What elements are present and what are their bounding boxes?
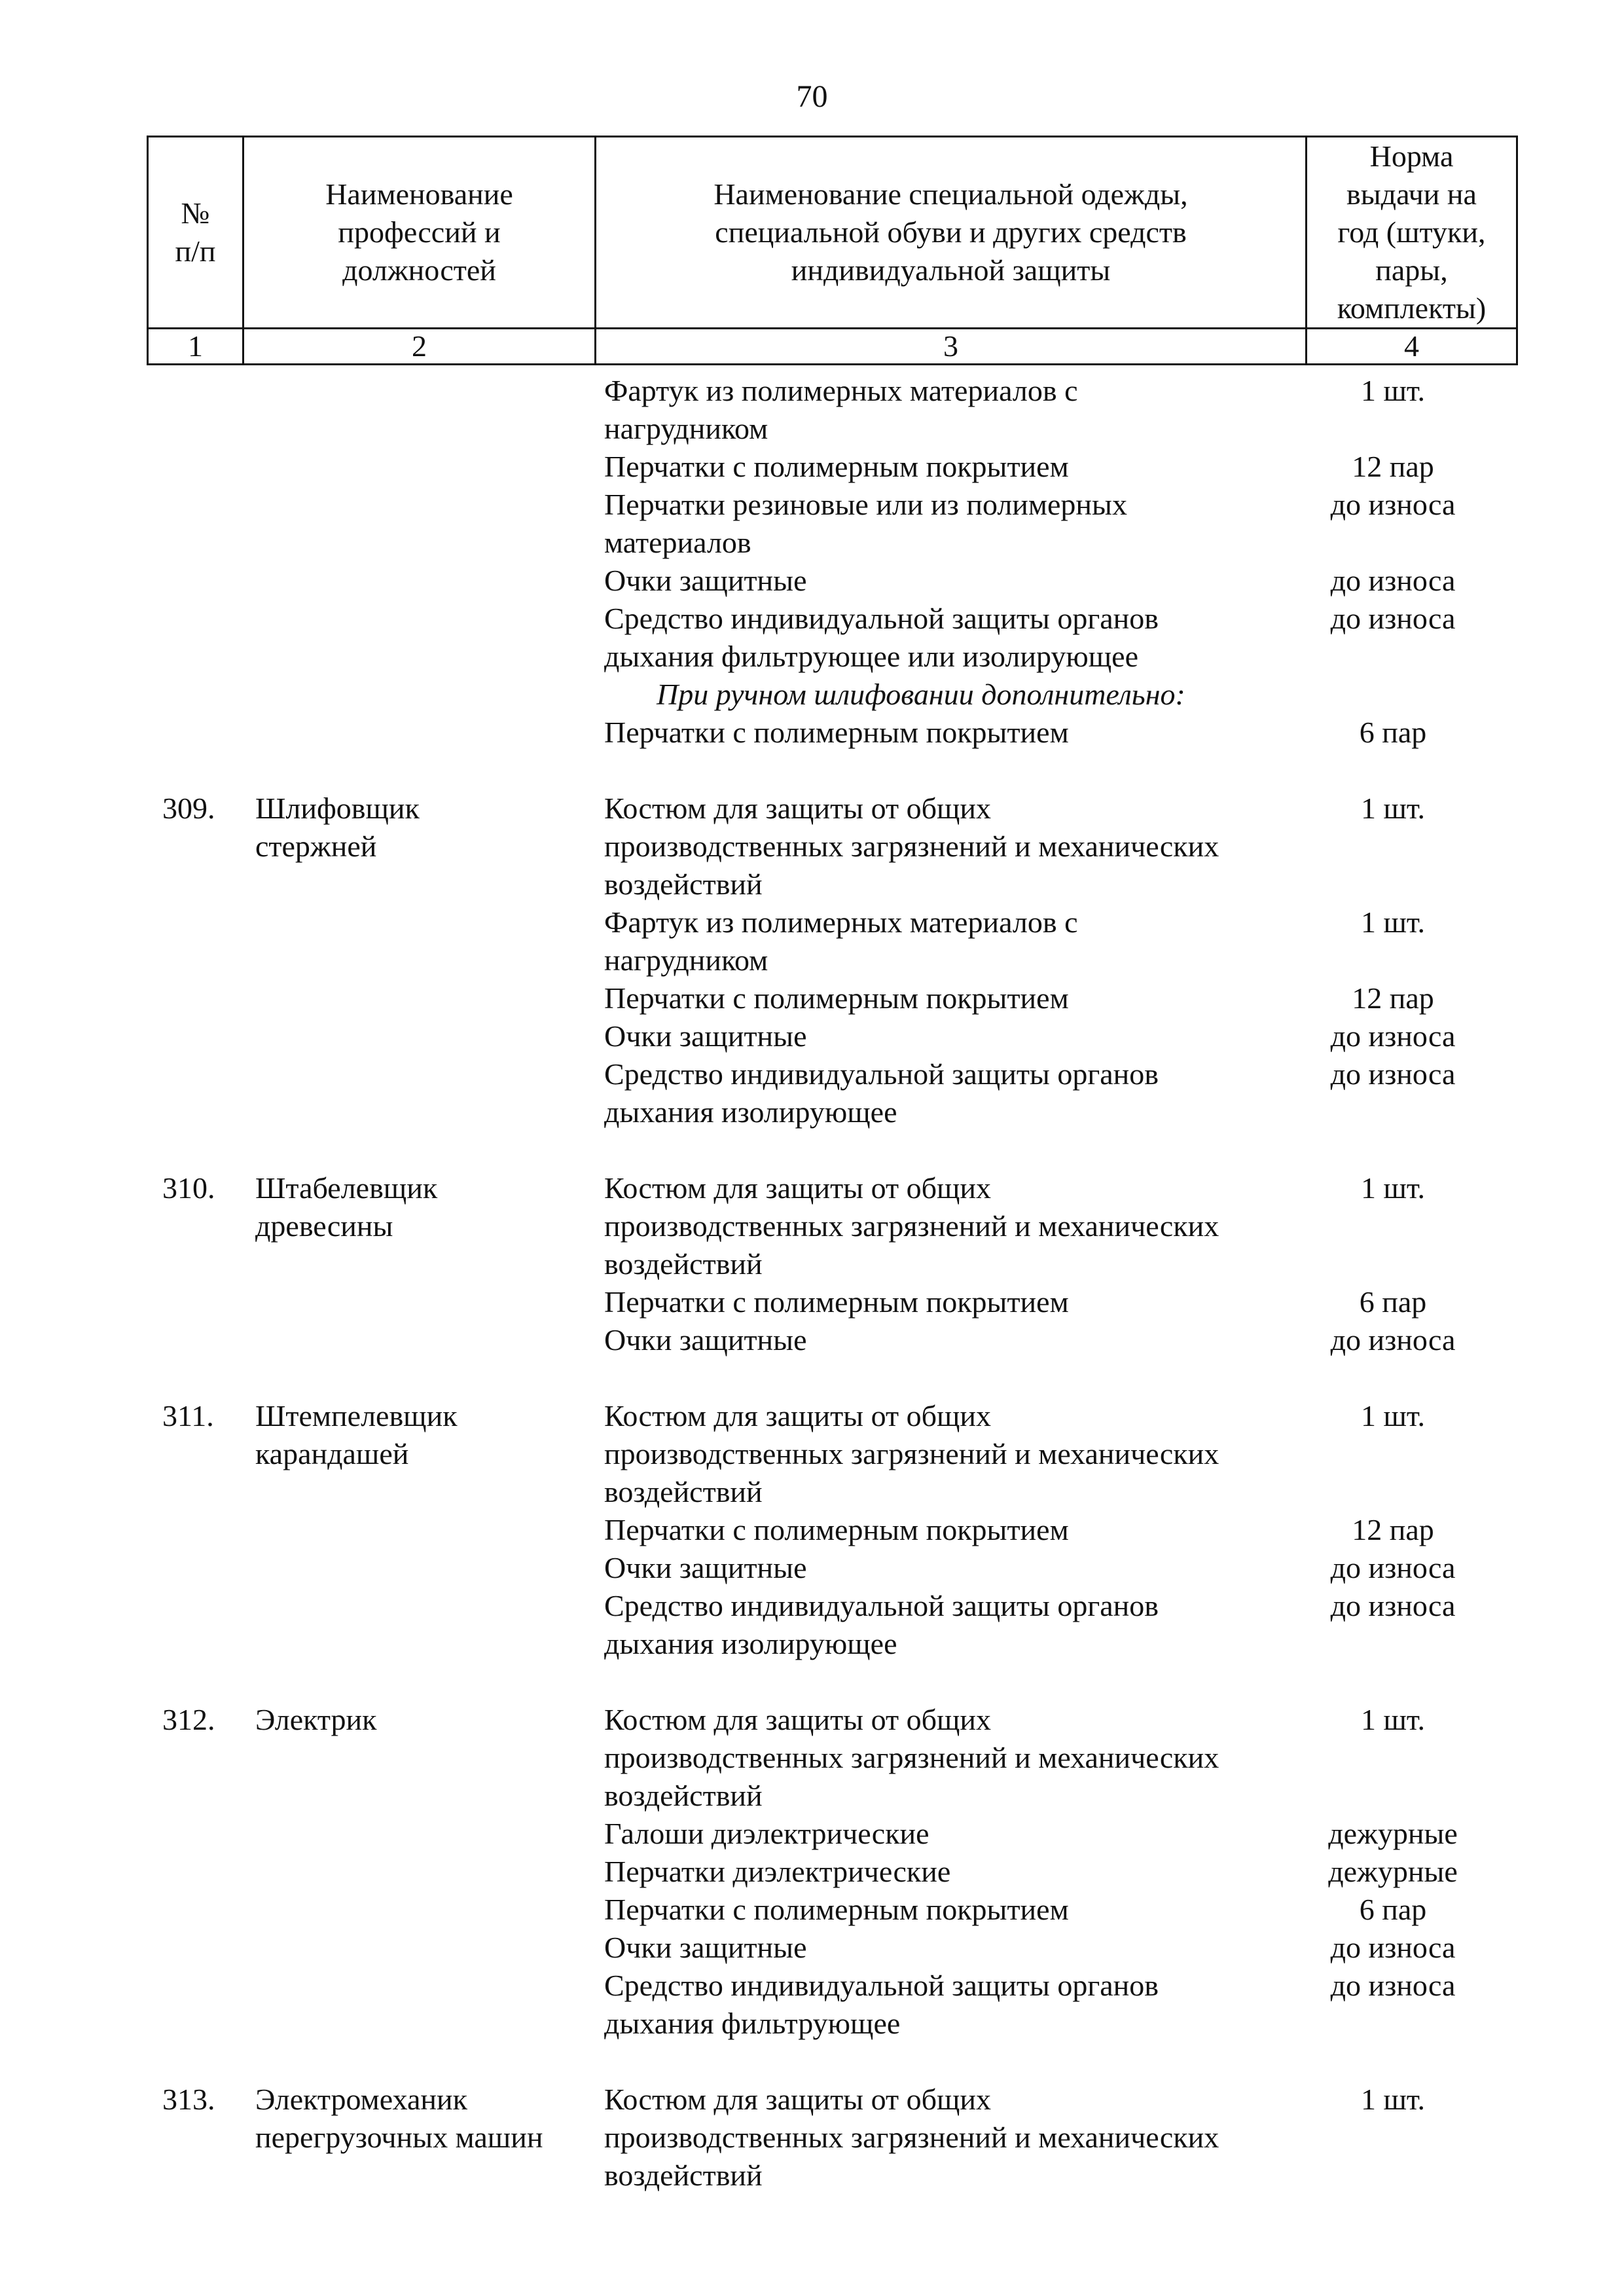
list-item: [0, 372, 1624, 448]
item-norm: 1 шт.: [1360, 2083, 1426, 2116]
header-number-col: [148, 137, 244, 329]
profession-name: Электромеханик перегрузочных машин: [255, 2083, 543, 2154]
list-item: [0, 1929, 1624, 1967]
item-norm: до износа: [1330, 564, 1456, 597]
item-name: Очки защитные: [604, 1323, 807, 1357]
header-norm-col: [1307, 137, 1517, 329]
item-name: Средство индивидуальной защиты органов дыхания изолирующее: [604, 1057, 1159, 1129]
table-row: [0, 1397, 1624, 1663]
item-norm: до износа: [1330, 488, 1456, 521]
table-row: [0, 1701, 1624, 2043]
list-item: [0, 448, 1624, 486]
column-number-3: 3: [596, 329, 1307, 365]
item-norm: 1 шт.: [1360, 792, 1426, 825]
table-row: [0, 372, 1624, 752]
list-item: [0, 903, 1624, 979]
header-norm-label: Норма выдачи на год (штуки, пары, комплекты): [1337, 139, 1487, 325]
list-item: [0, 1587, 1624, 1663]
item-name: Костюм для защиты от общих производственных загрязнений и механических воздействий: [604, 1399, 1219, 1508]
item-norm: 6 пар: [1359, 1893, 1427, 1926]
table-header: [147, 136, 1518, 365]
item-norm: до износа: [1330, 1589, 1456, 1622]
item-name: Перчатки диэлектрические: [604, 1855, 951, 1888]
item-name: Средство индивидуальной защиты органов дыхания фильтрующее или изолирующее: [604, 602, 1159, 673]
item-name: Средство индивидуальной защиты органов дыхания изолирующее: [604, 1589, 1159, 1660]
row-number: 311.: [162, 1399, 214, 1432]
item-name: Перчатки с полимерным покрытием: [604, 716, 1069, 749]
table-row: [0, 790, 1624, 1131]
item-norm: 1 шт.: [1360, 374, 1426, 407]
item-name: Очки защитные: [604, 1931, 807, 1964]
table-row: [0, 2081, 1624, 2195]
column-number-2: 2: [244, 329, 596, 365]
additional-note: При ручном шлифовании дополнительно:: [657, 678, 1185, 711]
item-norm: 12 пар: [1352, 1513, 1434, 1546]
row-number: 310.: [162, 1171, 215, 1205]
row-number: 313.: [162, 2083, 215, 2116]
item-norm: 6 пар: [1359, 1285, 1427, 1319]
list-item: [0, 1853, 1624, 1891]
item-norm: 12 пар: [1352, 981, 1434, 1015]
item-name: Галоши диэлектрические: [604, 1817, 929, 1850]
item-name: Костюм для защиты от общих производственных загрязнений и механических воздействий: [604, 1171, 1219, 1281]
item-norm: до износа: [1330, 1969, 1456, 2002]
column-number-4: 4: [1307, 329, 1517, 365]
item-name: Очки защитные: [604, 1019, 807, 1053]
item-norm: до износа: [1330, 1057, 1456, 1091]
item-name: Очки защитные: [604, 564, 807, 597]
list-item: [0, 1967, 1624, 2043]
item-norm: до износа: [1330, 1551, 1456, 1584]
list-item: [0, 600, 1624, 676]
item-name: Костюм для защиты от общих производственных загрязнений и механических воздействий: [604, 792, 1219, 901]
header-profession-col: [244, 137, 596, 329]
item-name: Перчатки с полимерным покрытием: [604, 450, 1069, 483]
list-item: [0, 979, 1624, 1017]
list-item: [0, 1017, 1624, 1055]
item-norm: 1 шт.: [1360, 1171, 1426, 1205]
item-name: Очки защитные: [604, 1551, 807, 1584]
header-equipment-col: [596, 137, 1307, 329]
row-number: 309.: [162, 792, 215, 825]
item-norm: до износа: [1330, 1019, 1456, 1053]
item-name: Перчатки резиновые или из полимерных материалов: [604, 488, 1127, 559]
item-name: Костюм для защиты от общих производственных загрязнений и механических воздействий: [604, 1703, 1219, 1812]
list-item: [0, 1549, 1624, 1587]
profession-name: Шлифовщик стержней: [255, 792, 420, 863]
item-norm: 12 пар: [1352, 450, 1434, 483]
item-name: Костюм для защиты от общих производственных загрязнений и механических воздействий: [604, 2083, 1219, 2192]
item-name: Фартук из полимерных материалов с нагрудником: [604, 905, 1078, 977]
list-item: [0, 2081, 1624, 2195]
list-item: [0, 1283, 1624, 1321]
item-name: Перчатки с полимерным покрытием: [604, 1893, 1069, 1926]
list-item: [0, 714, 1624, 752]
item-norm: до износа: [1330, 602, 1456, 635]
list-item: [0, 1815, 1624, 1853]
item-norm: до износа: [1330, 1931, 1456, 1964]
row-number: 312.: [162, 1703, 215, 1736]
list-item: [0, 1511, 1624, 1549]
table-body: [0, 372, 1624, 2195]
page-number: 70: [796, 79, 828, 114]
header-profession-label: Наименование профессий и должностей: [325, 177, 513, 287]
item-norm: 6 пар: [1359, 716, 1427, 749]
item-norm: дежурные: [1328, 1817, 1458, 1850]
list-item: [0, 1321, 1624, 1359]
item-name: Перчатки с полимерным покрытием: [604, 1513, 1069, 1546]
list-item: [0, 1397, 1624, 1511]
item-norm: 1 шт.: [1360, 1399, 1426, 1432]
item-name: Фартук из полимерных материалов с нагрудником: [604, 374, 1078, 445]
item-norm: дежурные: [1328, 1855, 1458, 1888]
item-norm: 1 шт.: [1360, 905, 1426, 939]
list-item: [0, 790, 1624, 903]
profession-name: Штабелевщик древесины: [255, 1171, 438, 1243]
list-item: [0, 486, 1624, 562]
profession-name: Штемпелевщик карандашей: [255, 1399, 458, 1470]
header-equipment-label: Наименование специальной одежды, специальной обуви и других средств индивидуальной защиты: [713, 177, 1188, 287]
item-norm: 1 шт.: [1360, 1703, 1426, 1736]
list-item: [0, 562, 1624, 600]
column-number-1: 1: [148, 329, 244, 365]
table-row: [0, 1169, 1624, 1359]
item-name: Перчатки с полимерным покрытием: [604, 981, 1069, 1015]
item-norm: до износа: [1330, 1323, 1456, 1357]
item-name: Перчатки с полимерным покрытием: [604, 1285, 1069, 1319]
header-number-label: № п/п: [175, 196, 216, 268]
item-name: Средство индивидуальной защиты органов дыхания фильтрующее: [604, 1969, 1159, 2040]
list-item: [0, 1891, 1624, 1929]
list-item: [0, 1701, 1624, 1815]
list-item: [0, 1055, 1624, 1131]
list-item: [0, 1169, 1624, 1283]
profession-name: Электрик: [255, 1703, 377, 1736]
